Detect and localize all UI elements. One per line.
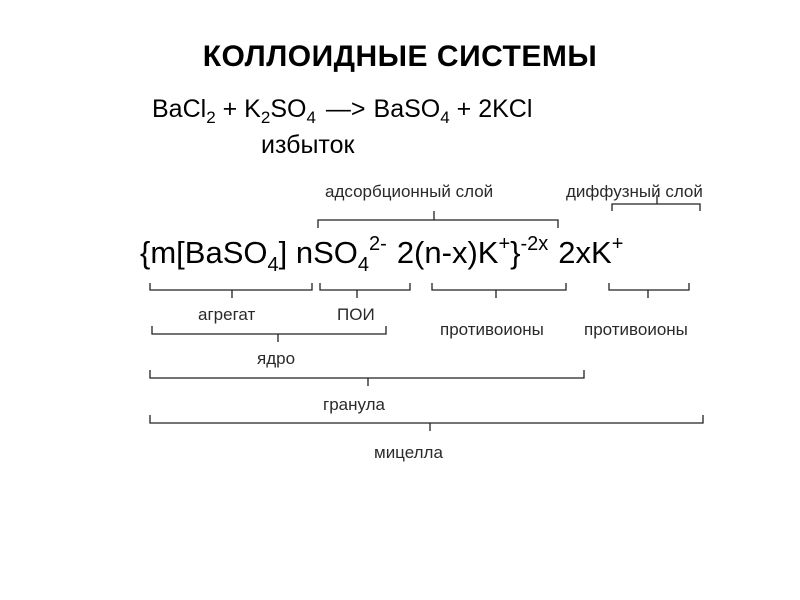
- plus-sign: +: [222, 95, 238, 123]
- plus-sign: +: [456, 95, 472, 123]
- excess-label: избыток: [261, 131, 355, 159]
- brace-granule: [150, 370, 584, 386]
- brace-adsorption-layer: [318, 211, 558, 228]
- poi-label: ПОИ: [337, 305, 375, 324]
- diffuse-layer-label: диффузный слой: [566, 182, 703, 201]
- core-label: ядро: [257, 349, 296, 368]
- aggregate-label: агрегат: [198, 305, 256, 324]
- brace-core: [152, 326, 386, 342]
- reactant-bacl2: BaCl$_2$: [152, 95, 216, 127]
- aggregate-term: {m[BaSO$_4$: [140, 235, 279, 276]
- product-baso4: BaSO$_4$: [373, 95, 450, 127]
- micelle-label: мицелла: [374, 443, 443, 462]
- counterions-label-diffuse: противоионы: [584, 320, 688, 339]
- diffuse-counterions-term: 2xK+: [558, 233, 624, 270]
- potential-determining-ions-term: ] nSO$_4^{2-}$: [278, 233, 387, 276]
- brace-poi: [320, 283, 410, 298]
- granule-charge: }$^{-2x}$: [510, 233, 549, 270]
- brace-aggregate: [150, 283, 312, 298]
- brace-adsorbed-counterions: [432, 283, 566, 298]
- adsorption-layer-label: адсорбционный слой: [325, 182, 494, 201]
- brace-micelle: [150, 415, 703, 431]
- reaction-arrow: —>: [325, 95, 366, 123]
- page-title: КОЛЛОИДНЫЕ СИСТЕМЫ: [202, 40, 598, 73]
- counterions-label-adsorbed: противоионы: [440, 320, 544, 339]
- brace-diffuse-layer: [612, 195, 700, 211]
- adsorbed-counterions-term: 2(n-x)K+: [396, 233, 511, 270]
- brace-diffuse-counterions: [609, 283, 689, 298]
- product-kcl: 2KCl: [478, 95, 533, 123]
- reactant-k2so4: $K_2SO_4$: [244, 95, 316, 127]
- granule-label: гранула: [323, 395, 385, 414]
